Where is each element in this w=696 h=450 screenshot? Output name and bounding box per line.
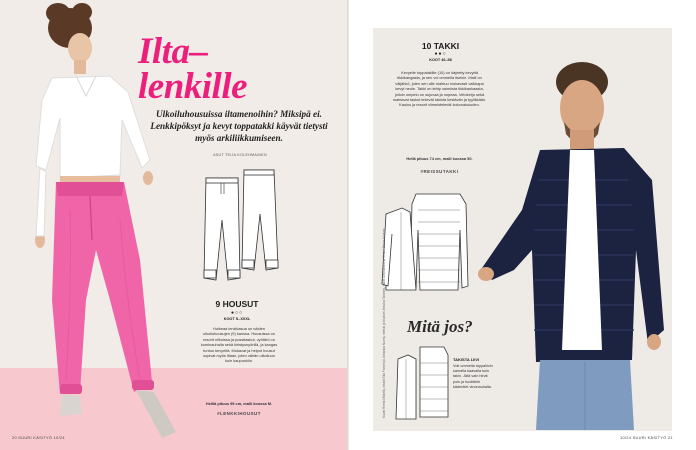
difficulty-dots: ●○○: [230, 310, 244, 316]
title-line-1: Ilta–: [138, 31, 208, 72]
right-folio: 10/24 SUURI KÄSITYÖ 21: [620, 435, 673, 440]
jacket-care-note: Hellä pituus 74 cm, malli koossa 50.: [406, 156, 473, 161]
pants-hashtag: #LENKKIHOUSUT: [217, 411, 261, 416]
pants-care-note: Helllä pituus 99 cm, malli koossa M.: [205, 401, 273, 406]
pants-pattern-title: 9 HOUSUT: [215, 299, 259, 309]
vest-variation-title: TAKISTA LIIVI: [453, 357, 480, 362]
article-title: [138, 31, 343, 107]
pants-description: Huikeaa lenkkiasua on näiden ulkoiluhousujen (9) kanssa. Housuissa on resorit nilkoissa ja pussitaskut, vyötärö on kuminauhalla sekä kiristysnyörillä, ja kangas tuntuu kevyeltä. Mukavat ja helpot housut sopivat myös iltaan, joten vähän ulkoiluun kuin kaupunkiin.: [200, 326, 278, 364]
title-line-2: lenkille: [138, 66, 248, 107]
what-if-heading: Mitä jos?: [407, 317, 473, 336]
design-credit: ASUT TEIJA KOLEHMAINEN: [213, 153, 267, 157]
jacket-hashtag: #REISSUTAKKI: [420, 169, 459, 174]
jacket-technical-drawing: [380, 190, 470, 300]
pants-technical-drawing: [194, 158, 284, 298]
left-page: [0, 0, 347, 450]
vest-technical-drawing: [392, 343, 452, 423]
jacket-sizes: KOOT 46–58: [429, 58, 452, 62]
left-folio: 20 SUURI KÄSITYÖ 10/24: [12, 435, 65, 440]
jacket-difficulty-dots: ●●○: [434, 51, 447, 57]
jacket-description: Kevyelle toppatakille (10) on käytetty kevyttä tikkikangasta, ja sen voi ommella itsekin. Malli on väljähkö, joten sen alle mahtuu mukavasti vaikkapa kevyt neule. Takki on tehty valmiista tikkikankaasta, jolloin ompelu on sujuvaa ja nopeaa. Vetoketju sekä mahtavat taskut tekevät takista kestävän ja tyylikkään. Kaulus ja resorit viimeistelevät kokonaisuuden.: [392, 70, 487, 108]
pants-sizes: KOOT S–XXXL: [223, 317, 251, 321]
intro-text: Ulkoiluhousuissa iltamenoihin? Miksipä ei. Lenkkipöksyt ja kevyt toppatakki käyvät tietysti myös arkiliikkumiseen.: [150, 109, 328, 143]
photo-credits: Kuvat Reeta Mäkelä, tekstit Eila Forsell ja Johanna Nurmi, meikki ja hiukset Jessica Talonen, mallit Aleksandra ja Vesa / Brave Models: [382, 228, 386, 418]
jacket-pattern-title: 10 TAKKI: [421, 41, 460, 51]
vest-variation-text: Voit ommella toppaliivin samalla kaavalla kuin takin. Jätä vain hihat pois ja huolittele kädentiet vinonauhalla.: [453, 364, 493, 389]
